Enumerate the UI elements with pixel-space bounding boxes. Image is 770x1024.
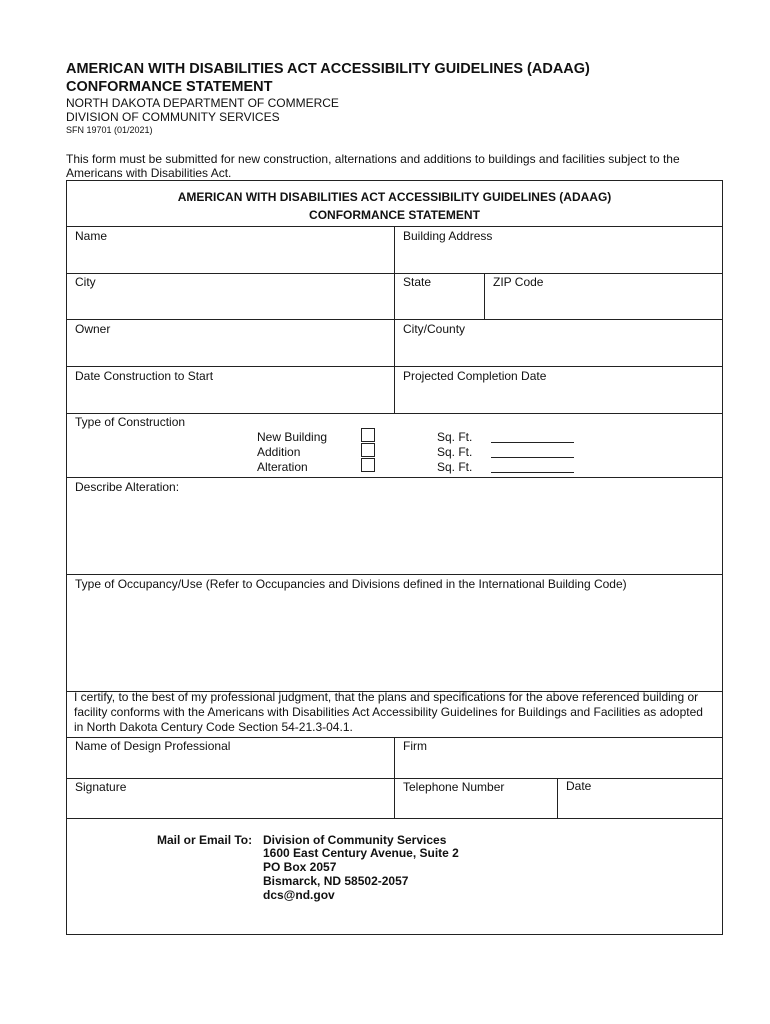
form-box-subtitle: CONFORMANCE STATEMENT — [309, 208, 480, 222]
new-building-checkbox[interactable] — [361, 428, 375, 442]
alteration-checkbox[interactable] — [361, 458, 375, 472]
owner-field[interactable]: Owner — [75, 322, 111, 336]
projected-completion-date-field[interactable]: Projected Completion Date — [403, 369, 547, 383]
sqft-label: Sq. Ft. — [437, 445, 473, 459]
new-building-sqft-input[interactable] — [491, 442, 574, 443]
date-field[interactable]: Date — [566, 779, 592, 793]
signature-field[interactable]: Signature — [75, 780, 127, 794]
addition-sqft-input[interactable] — [491, 457, 574, 458]
occupancy-use-field[interactable]: Type of Occupancy/Use (Refer to Occupancies and Divisions defined in the International Building Code) — [75, 577, 627, 591]
divider — [67, 574, 722, 575]
mail-address-line: Bismarck, ND 58502-2057 — [263, 874, 409, 888]
divider — [394, 737, 395, 818]
name-field[interactable]: Name — [75, 229, 108, 243]
division-name: DIVISION OF COMMUNITY SERVICES — [66, 110, 280, 124]
conformance-form — [66, 180, 723, 935]
certification-statement: I certify, to the best of my professional judgment, that the plans and specifications for the above referenced building or facility conforms with the Americans with Disabilities Act Accessibility Guidelines for Buildings and Facilities as adopted in North Dakota Century Code Section 54-21.3-04.1. — [74, 690, 703, 734]
state-field[interactable]: State — [403, 275, 432, 289]
city-county-field[interactable]: City/County — [403, 322, 466, 336]
firm-field[interactable]: Firm — [403, 739, 427, 753]
building-address-field[interactable]: Building Address — [403, 229, 493, 243]
intro-text: This form must be submitted for new construction, alternations and additions to buildings and facilities subject to the Americans with Disabilities Act. — [66, 152, 680, 180]
form-number: SFN 19701 (01/2021) — [66, 125, 153, 135]
mail-address-line: PO Box 2057 — [263, 860, 337, 874]
addition-label: Addition — [257, 445, 301, 459]
alteration-sqft-input[interactable] — [491, 472, 574, 473]
form-box-title: AMERICAN WITH DISABILITIES ACT ACCESSIBILITY GUIDELINES (ADAAG) — [177, 190, 612, 204]
mail-address-line: 1600 East Century Avenue, Suite 2 — [263, 846, 459, 860]
addition-checkbox[interactable] — [361, 443, 375, 457]
sqft-label: Sq. Ft. — [437, 460, 473, 474]
type-of-construction-label: Type of Construction — [75, 415, 186, 429]
divider — [67, 818, 722, 819]
agency-name: NORTH DAKOTA DEPARTMENT OF COMMERCE — [66, 96, 339, 110]
telephone-field[interactable]: Telephone Number — [403, 780, 505, 794]
form-subtitle: CONFORMANCE STATEMENT — [66, 79, 273, 95]
divider — [394, 226, 395, 413]
mail-to-label: Mail or Email To: — [157, 833, 253, 847]
mail-address-line: Division of Community Services — [263, 833, 447, 847]
sqft-label: Sq. Ft. — [437, 430, 473, 444]
new-building-label: New Building — [257, 430, 328, 444]
city-field[interactable]: City — [75, 275, 96, 289]
construction-start-date-field[interactable]: Date Construction to Start — [75, 369, 214, 383]
describe-alteration-field[interactable]: Describe Alteration: — [75, 480, 180, 494]
divider — [67, 413, 722, 414]
alteration-label: Alteration — [257, 460, 308, 474]
email-link[interactable]: dcs@nd.gov — [263, 888, 335, 902]
divider — [67, 477, 722, 478]
design-professional-field[interactable]: Name of Design Professional — [75, 739, 231, 753]
divider — [557, 778, 558, 818]
form-title: AMERICAN WITH DISABILITIES ACT ACCESSIBILITY GUIDELINES (ADAAG) — [66, 61, 590, 77]
divider — [484, 273, 485, 319]
zip-code-field[interactable]: ZIP Code — [493, 275, 544, 289]
